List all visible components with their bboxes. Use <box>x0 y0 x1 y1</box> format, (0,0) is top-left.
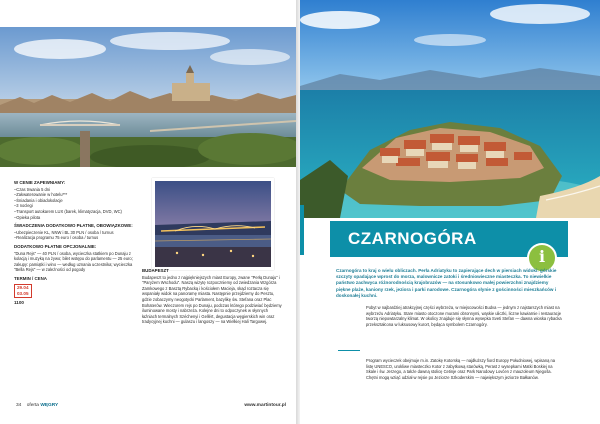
list-item: – Transport autokarem LUX (barek, klimatyzacja, DVD, WC) <box>14 209 136 215</box>
extra-mandatory-list <box>14 230 136 241</box>
term-date-from: 29.04 <box>17 284 29 290</box>
intro-text: Czarnogóra to kraj o wielu obliczach. Perła Adriatyku to zapierające dech w piersiach widoki: górskie szczyty opadające wprost do morza, malownicze zatoki i średniowieczne miasteczka. To niewielkie państwo zachwyca różnorodnością krajobrazów — na stosunkowo małej powierzchni znajdziemy piękne plaże, kaniony rzek, jeziora i parki narodowe. Czarnogóra słynie z gościnności mieszkańców i doskonałej kuchni. <box>336 268 557 298</box>
info-icon-glyph: i <box>538 247 546 266</box>
included-list <box>14 187 136 221</box>
term-date-badge <box>14 284 32 298</box>
website-link[interactable]: www.martintour.pl <box>244 403 286 408</box>
body-paragraph-2: Program wycieczek obejmuje m.in. Zatokę Kotorską — najdłuższy fiord Europy Południowej, wpisaną na listę UNESCO, urokliwe miasteczko Kotor z zabytkową starówką, Perast z wysepkami Matki Boskiej na Skale i św. Jerzego, a także dawną stolicę Cetinje oraz Park Narodowy Lovćen z mauzoleum Njegoša. Chętni mogą wziąć udział w rejsie po Jeziorze Szkoderskim — największym jeziorze Bałkanów. <box>366 358 556 380</box>
list-item: – Ubezpieczenie KL, NNW i BL 30 PLN / osoba / turnus <box>14 230 136 236</box>
sveti-stefan-image <box>300 0 600 218</box>
list-item: – Czas trwania 5 dni <box>14 187 136 193</box>
page-title: CZARNOGÓRA <box>348 229 477 248</box>
list-item: – Opieka pilota <box>14 215 136 221</box>
page-footer-left <box>16 403 58 408</box>
edge-tab-marker <box>300 205 304 255</box>
budapest-night-photo <box>152 178 274 270</box>
right-page <box>300 0 600 424</box>
section-divider <box>338 350 360 351</box>
budapest-text: Budapeszt to jedno z najpiękniejszych miast Europy, zwane "Perłą Dunaju" i "Paryżem Wschodu". Naszą wizytę rozpoczniemy od zwiedzania Wzgórza Zamkowego z Basztą Rybacką i kościołem Macieja, skąd roztacza się wspaniały widok na panoramę miasta. Następnie przejdziemy do Pesztu, gdzie zobaczymy neogotycki Parlament, bazylikę św. Stefana oraz Plac Bohaterów. Wieczorem rejs po Dunaju, podczas którego podziwiać będziemy iluminowane mosty i nabrzeża. Kolejne dni to odpoczynek w słynnych łaźniach termalnych Széchenyi i Gellért, degustacja węgierskich win oraz tradycyjnej kuchni — gulaszu i langoszy — na Wielkiej Hali Targowej. <box>142 274 282 325</box>
list-item: – 3 noclegi <box>14 203 136 209</box>
list-item: – Realizacja programu 75 euro / osoba / turnus <box>14 235 136 241</box>
extra-mandatory-heading: ŚWIADCZENIA DODATKOWO PŁATNE, OBOWIĄZKOWE: <box>14 223 133 229</box>
page-number: 34 <box>16 403 22 408</box>
term-price: 1100 <box>14 299 24 305</box>
left-page <box>0 0 296 424</box>
extra-optional-text: "Duna Rejs" — 40 PLN / osoba, wycieczka statkiem po Dunaju z kolacją i muzyką na żywo; bilet wstępu do parlamentu — 25 euro; zakupy: pamiątki i wino — według uznania uczestnika; wycieczka "Bella Rejs" — w zależności od pogody <box>14 250 133 273</box>
included-section <box>14 180 136 305</box>
list-item: – Śniadania i obiadokolacje <box>14 198 136 204</box>
term-date-to: 03.05 <box>17 290 29 296</box>
budapest-section <box>142 268 282 328</box>
list-item: – Zakwaterowanie w hotelu*** <box>14 192 136 198</box>
body-paragraph-1: Pobyt w najbardziej atrakcyjnej części wybrzeża, w miejscowości Budva — jednym z najstarszych miast na wybrzeżu Adriatyku. Stare miasto otoczone murami obronnymi, wąskie uliczki, liczne kawiarnie i restauracje tworzą niepowtarzalny klimat. W okolicy znajduje się słynna wysepka Sveti Stefan — dawna wioska rybacka przekształcona w luksusowy kurort, będąca symbolem Czarnogóry. <box>366 305 562 327</box>
budapest-panorama-image <box>0 27 296 167</box>
extra-optional-heading: DODATKOWO PŁATNE OPCJONALNIE: <box>14 243 97 249</box>
section-name: WĘGRY <box>40 403 59 408</box>
term-heading: TERMIN / CENA <box>14 275 47 281</box>
section-prefix: oferta <box>26 403 39 408</box>
budapest-heading: BUDAPESZT <box>142 268 169 273</box>
included-heading: W CENIE ZAPEWNIAMY: <box>14 180 66 185</box>
